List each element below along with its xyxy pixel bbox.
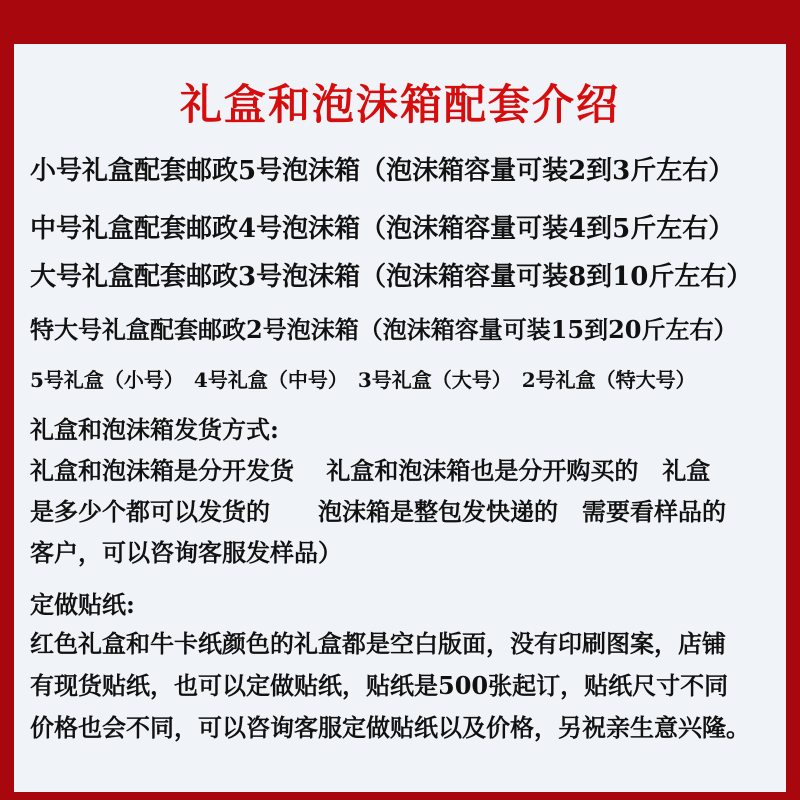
stickers-heading: 定做贴纸: [30,590,135,619]
shipping-line-1: 礼盒和泡沫箱是分开发货 礼盒和泡沫箱也是分开购买的 礼盒 [30,456,711,485]
pairing-line-medium: 中号礼盒配套邮政4号泡沫箱（泡沫箱容量可装4到5斤左右） [30,214,735,244]
shipping-line-3: 客户，可以咨询客服发样品） [30,538,342,567]
pairing-line-large: 大号礼盒配套邮政3号泡沫箱（泡沫箱容量可装8到10斤左右） [30,262,753,292]
pairing-line-small: 小号礼盒配套邮政5号泡沫箱（泡沫箱容量可装2到3斤左右） [30,156,735,186]
stickers-line-2: 有现货贴纸，也可以定做贴纸，贴纸是500张起订，贴纸尺寸不同 [30,671,729,700]
box-size-list: 5号礼盒（小号） 4号礼盒（中号） 3号礼盒（大号） 2号礼盒（特大号） [30,368,696,392]
stickers-line-1: 红色礼盒和牛卡纸颜色的礼盒都是空白版面，没有印刷图案，店铺 [30,629,726,658]
page-title: 礼盒和泡沫箱配套介绍 [179,80,620,129]
shipping-line-2: 是多少个都可以发货的 泡沫箱是整包发快递的 需要看样品的 [30,497,726,526]
stickers-line-3: 价格也会不同，可以咨询客服定做贴纸以及价格，另祝亲生意兴隆。 [30,713,750,742]
shipping-heading: 礼盒和泡沫箱发货方式: [30,415,279,444]
pairing-line-xlarge: 特大号礼盒配套邮政2号泡沫箱（泡沫箱容量可装15到20斤左右） [30,315,738,344]
